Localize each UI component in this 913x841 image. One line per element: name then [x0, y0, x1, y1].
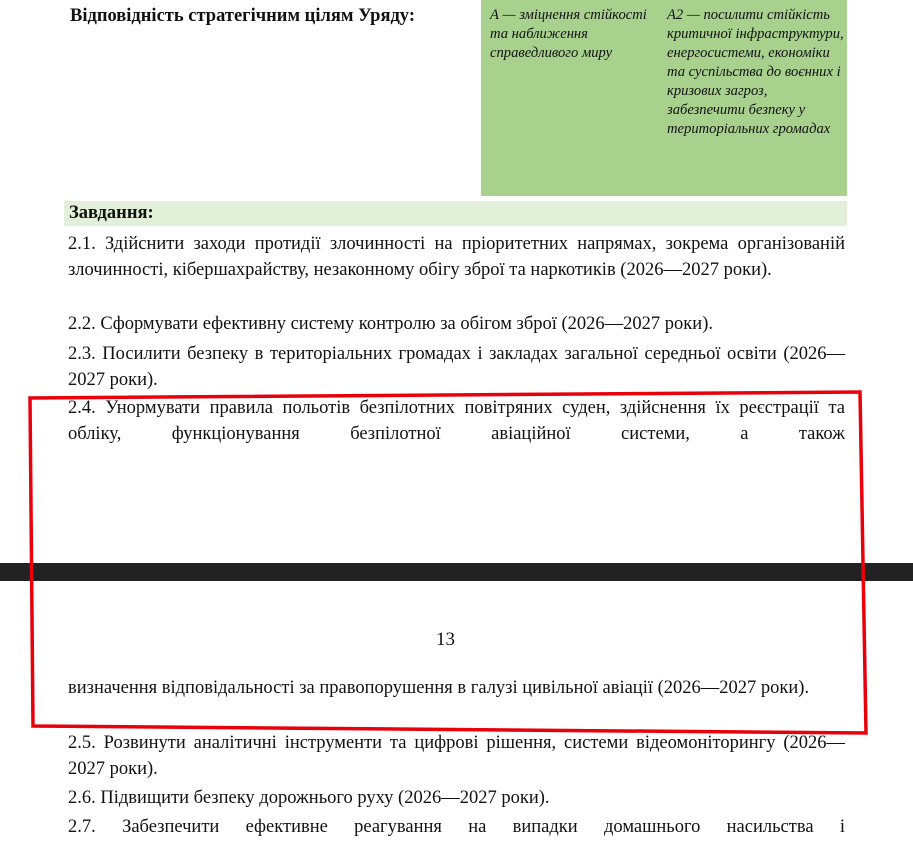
goal-a2-cell: А2 — посилити стійкість критичної інфраструктури, енергосистеми, економіки та суспільства до воєнних і кризових загроз, забезпечити безпеку у територіальних громадах: [667, 7, 844, 137]
task-2-3: 2.3. Посилити безпеку в територіальних громадах і закладах загальної середньої освіти (2026—2027 роки).: [68, 344, 845, 390]
goal-a-cell: А — зміцнення стійкості та наближення справедливого миру: [490, 7, 647, 61]
task-2-4-part-1: 2.4. Унормувати правила польотів безпілотних повітряних суден, здійснення їх реєстрації та обліку, функціонування безпілотної авіаційної системи, а також: [68, 398, 845, 444]
task-2-4-part-2: визначення відповідальності за правопорушення в галузі цивільної авіації (2026—2027 роки).: [68, 678, 810, 698]
task-2-6: 2.6. Підвищити безпеку дорожнього руху (2026—2027 роки).: [68, 788, 550, 808]
goals-box: [481, 0, 847, 196]
page-number: 13: [436, 629, 455, 650]
task-2-5: 2.5. Розвинути аналітичні інструменти та цифрові рішення, системи відеомоніторингу (2026—2027 роки).: [68, 733, 845, 779]
goals-label: Відповідність стратегічним цілям Уряду:: [70, 6, 415, 26]
task-2-1: 2.1. Здійснити заходи протидії злочинності на пріоритетних напрямах, зокрема організованій злочинності, кібершахрайству, незаконному обігу зброї та наркотиків (2026—2027 роки).: [68, 234, 845, 280]
task-2-2: 2.2. Сформувати ефективну систему контролю за обігом зброї (2026—2027 роки).: [68, 314, 713, 334]
tasks-title: Завдання:: [69, 203, 154, 223]
tasks-header-band: [64, 201, 847, 226]
page-break: [0, 563, 913, 581]
task-2-7: 2.7. Забезпечити ефективне реагування на випадки домашнього насильства і: [68, 817, 845, 837]
